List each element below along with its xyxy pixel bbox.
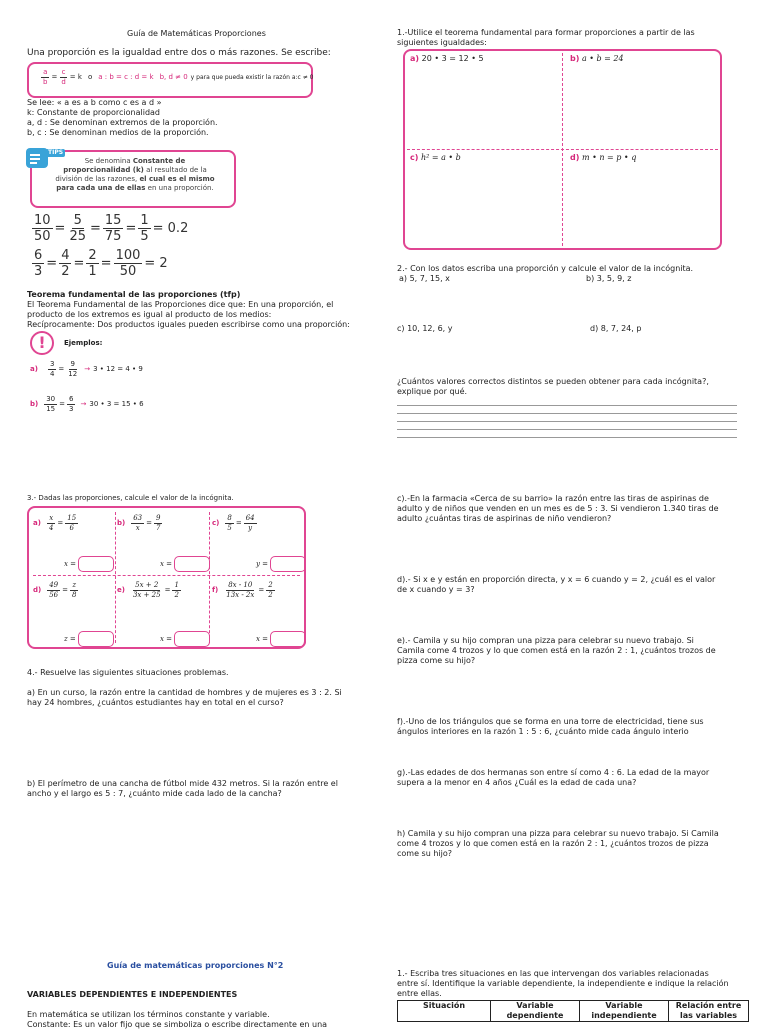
q3-answer-field[interactable]: x = — [160, 631, 210, 647]
q2-item-a: a) 5, 7, 15, x — [399, 274, 450, 283]
answer-box[interactable] — [78, 631, 114, 647]
formula-frac-ab: $\frac{a}{b}$ — [43, 68, 48, 86]
problem-g: g).-Las edades de dos hermanas son entre sí como 4 : 6. La edad de la mayor supera a la menor en 4 años ¿Cuál es la edad de cada una? — [397, 768, 710, 787]
definitions: Se lee: « a es a b como c es a d » k: Constante de proporcionalidad a, d : Se denominan extremos de la proporción. b, c : Se denominan medios de la proporción. — [27, 98, 218, 137]
q2-follow-up: ¿Cuántos valores correctos distintos se pueden obtener para cada incógnita?, explique por qué. — [397, 377, 709, 396]
q4-b: b) El perímetro de una cancha de fútbol mide 432 metros. Si la razón entre el ancho y el largo es 5 : 7, ¿cuánto mide cada lado de la cancha? — [27, 779, 338, 798]
problem-f: f).-Uno de los triángulos que se forma en una torre de electricidad, tiene sus ángulos interiores en la razón 1 : 5 : 6, ¿cuánto mide cada ángulo interio — [397, 717, 704, 736]
formula-condition: b, d ≠ 0 — [159, 73, 188, 81]
q1-item-b: b) a • b = 24 — [570, 54, 624, 63]
problem-d: d).- Si x e y están en proporción directa, y x = 6 cuando y = 2, ¿cuál es el valor de x cuando y = 3? — [397, 575, 716, 594]
problem-e: e).- Camila y su hijo compran una pizza para celebrar su nuevo trabajo. Si Camila come 4 trozos y lo que comen está en la razón 2 : 1, ¿cuántos trozos de pizza come su hijo? — [397, 636, 716, 665]
q1-box — [403, 49, 722, 250]
formula-frac-cd: $\frac{c}{d}$ — [61, 68, 66, 86]
tip-box: TIPS Se denomina Constante de proporcionalidad (k) al resultado de la división de las razones, el cual es el mismo para cada una de ellas en una proporción. — [30, 150, 236, 208]
q3-title: 3.- Dadas las proporciones, calcule el valor de la incógnita. — [27, 494, 234, 502]
variables-heading: VARIABLES DEPENDIENTES E INDEPENDIENTES — [27, 990, 238, 999]
q3-answer-field[interactable]: z = — [64, 631, 114, 647]
q2-item-c: c) 10, 12, 6, y — [397, 324, 453, 333]
q3-item: b) $\frac{63}{x}$ = $\frac{9}{7}$ — [117, 514, 161, 532]
formula-condition-small: y para que pueda existir la razón a:c ≠ 0 — [190, 73, 314, 81]
example-b: b) $\frac{30}{15}$ = $\frac{6}{3}$ → 30 • 3 = 15 • 6 — [30, 395, 144, 413]
guide-2-title: Guía de matemáticas proporciones N°2 — [107, 961, 284, 970]
answer-box[interactable] — [270, 556, 306, 572]
variables-cut-line: Constante: Es un valor fijo que se simboliza o escribe directamente en una — [27, 1020, 328, 1029]
exclamation-icon: ! — [30, 331, 54, 355]
table-header-situation: Situación — [398, 1001, 491, 1022]
q2-item-d: d) 8, 7, 24, p — [590, 324, 642, 333]
q1-item-c: c) h² = a • b — [410, 153, 461, 162]
q1-text: 1.-Utilice el teorema fundamental para formar proporciones a partir de las siguientes igualdades: — [397, 28, 695, 47]
page-title: Guía de Matemáticas Proporciones — [127, 29, 266, 38]
q3-item: a) $\frac{x}{4}$ = $\frac{15}{6}$ — [33, 514, 77, 532]
answer-box[interactable] — [174, 556, 210, 572]
tfp-heading: Teorema fundamental de las proporciones (tfp) — [27, 290, 241, 299]
examples-label: Ejemplos: — [64, 339, 103, 347]
q3-answer-field[interactable]: y = — [256, 556, 306, 572]
problem-h: h) Camila y su hijo compran una pizza para celebrar su nuevo trabajo. Si Camila come 4 trozos y lo que comen está en la razón 2 : 1, ¿cuántos trozos de pizza come su hijo? — [397, 829, 719, 858]
q1-item-a: a) 20 • 3 = 12 • 5 — [410, 54, 484, 63]
q3-item: f) $\frac{8x - 10}{13x - 2x}$ = $\frac{2}{2}$ — [212, 581, 273, 599]
table-header-independent: Variable independiente — [580, 1001, 669, 1022]
formula-box: $\frac{a}{b}$ = $\frac{c}{d}$ = k o a : b = c : d = k b, d ≠ 0 y para que pueda existir la razón a:c ≠ 0 — [27, 62, 313, 98]
answer-box[interactable] — [270, 631, 306, 647]
q1-item-d: d) m • n = p • q — [570, 153, 637, 162]
q3-answer-field[interactable]: x = — [64, 556, 114, 572]
q3-item: d) $\frac{49}{56}$ = $\frac{z}{8}$ — [33, 581, 77, 599]
q4-title: 4.- Resuelve las siguientes situaciones problemas. — [27, 668, 229, 677]
intro-text: Una proporción es la igualdad entre dos o más razones. Se escribe: — [27, 48, 331, 58]
q2-item-b: b) 3, 5, 9, z — [586, 274, 632, 283]
example-equation-2: $\frac{6}{3}$ = $\frac{4}{2}$ = $\frac{2}{1}$ = $\frac{100}{50}$ = 2 — [34, 248, 168, 279]
guide-2-q1: 1.- Escriba tres situaciones en las que intervengan dos variables relacionadas entre sí. Identifique la variable dependiente, la independiente e indique la relación entre ellas. — [397, 969, 729, 998]
formula-colon-form: a : b = c : d = k — [98, 73, 154, 81]
variables-intro: En matemática se utilizan los términos constante y variable. — [27, 1010, 270, 1019]
answer-lines[interactable] — [397, 398, 737, 438]
answer-box[interactable] — [174, 631, 210, 647]
q4-a: a) En un curso, la razón entre la cantidad de hombres y de mujeres es 3 : 2. Si hay 24 hombres, ¿cuántos estudiantes hay en total en el curso? — [27, 688, 342, 707]
q3-item: e) $\frac{5x + 2}{3x + 25}$ = $\frac{1}{2}$ — [117, 581, 179, 599]
table-header-dependent: Variable dependiente — [491, 1001, 580, 1022]
q3-answer-field[interactable]: x = — [160, 556, 210, 572]
example-equation-1: $\frac{10}{50}$ = $\frac{5}{25}$ = $\frac{15}{75}$ = $\frac{1}{5}$ = 0.2 — [34, 213, 189, 244]
example-a: a) $\frac{3}{4}$ = $\frac{9}{12}$ → 3 • 12 = 4 • 9 — [30, 360, 143, 378]
problem-c: c).-En la farmacia «Cerca de su barrio» la razón entre las tiras de aspirinas de adulto y de niños que venden en un mes es de 5 : 3. Si vendieron 1.340 tiras de adulto ¿cuántas tiras de aspirinas de niño vendieron? — [397, 494, 719, 523]
tip-badge: TIPS — [48, 149, 64, 156]
tfp-text: El Teorema Fundamental de las Proporciones dice que: En una proporción, el producto de los extremos es igual al producto de los medios: Recíprocamente: Dos productos iguales pueden escribirse como una proporción: — [27, 300, 350, 329]
q3-item: c) $\frac{8}{5}$ = $\frac{64}{y}$ — [212, 514, 255, 532]
table-header-relation: Relación entre las variables — [669, 1001, 749, 1022]
q3-answer-field[interactable]: x = — [256, 631, 306, 647]
situations-table — [397, 1000, 749, 1022]
q2-text: 2.- Con los datos escriba una proporción y calcule el valor de la incógnita. — [397, 264, 694, 273]
answer-box[interactable] — [78, 556, 114, 572]
